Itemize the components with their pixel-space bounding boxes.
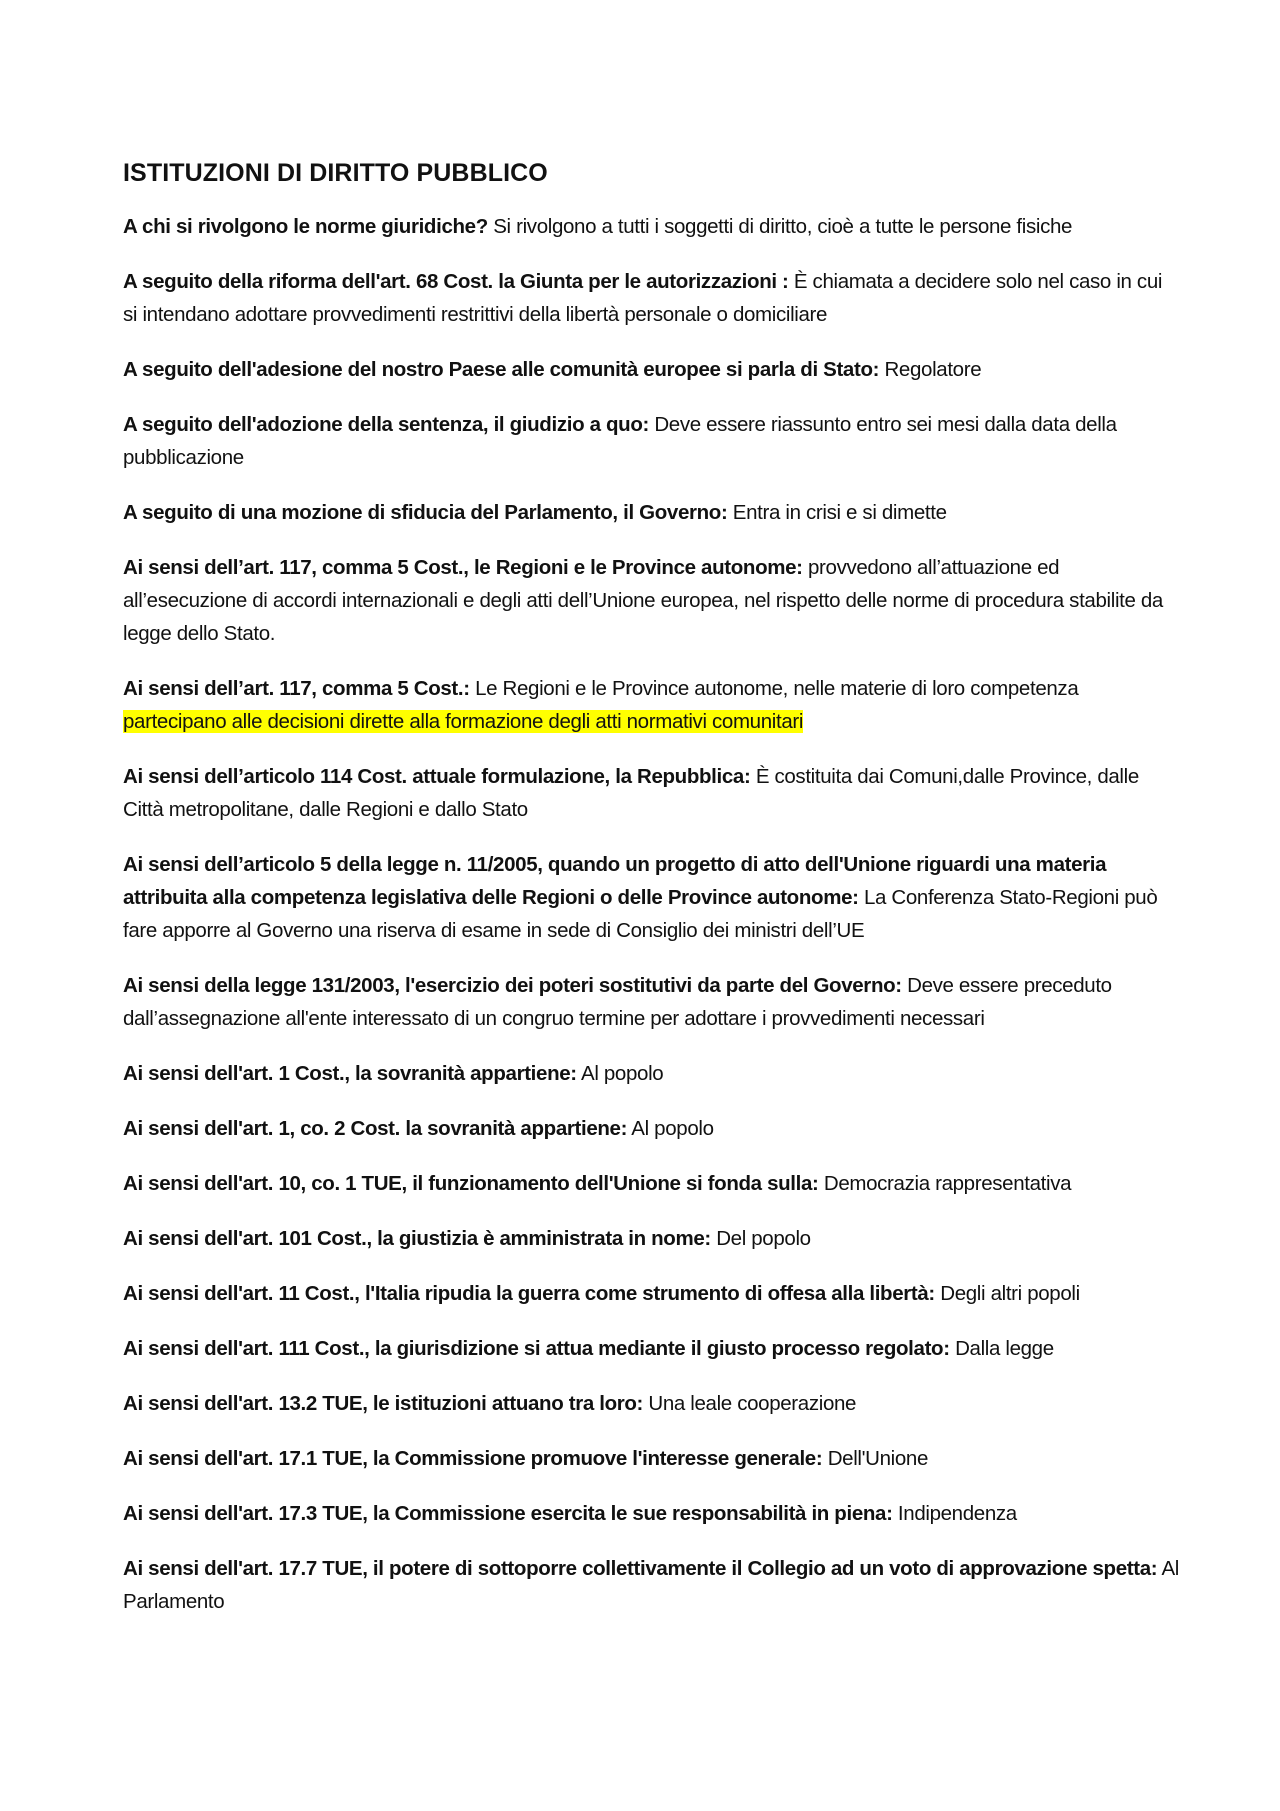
- qa-entry: [123, 210, 1180, 243]
- answer-text: Indipendenza: [892, 1502, 1017, 1525]
- qa-entry: [123, 1112, 1180, 1145]
- answer-text: Deve essere riassunto entro sei mesi dalla data della pubblicazione: [123, 413, 1117, 469]
- answer-text: Democrazia rappresentativa: [818, 1172, 1072, 1195]
- question-text: A seguito della riforma dell'art. 68 Cost. la Giunta per le autorizzazioni :: [123, 270, 789, 293]
- answer-text: Le Regioni e le Province autonome, nelle materie di loro competenza: [469, 677, 1079, 700]
- qa-list: [123, 210, 1180, 1618]
- qa-entry: [123, 551, 1180, 650]
- qa-entry: [123, 1387, 1180, 1420]
- question-text: Ai sensi dell'art. 111 Cost., la giurisdizione si attua mediante il giusto processo regolato:: [123, 1337, 950, 1360]
- qa-entry: [123, 760, 1180, 826]
- document-title: ISTITUZIONI DI DIRITTO PUBBLICO: [123, 159, 548, 187]
- question-text: Ai sensi dell'art. 1, co. 2 Cost. la sovranità appartiene:: [123, 1117, 628, 1140]
- answer-text: È costituita dai Comuni,dalle Province, dalle Città metropolitane, dalle Regioni e dallo Stato: [123, 765, 1139, 821]
- question-text: Ai sensi dell'art. 101 Cost., la giustizia è amministrata in nome:: [123, 1227, 711, 1250]
- question-text: Ai sensi dell’art. 117, comma 5 Cost.:: [123, 677, 470, 700]
- answer-text: Entra in crisi e si dimette: [727, 501, 947, 524]
- question-text: Ai sensi dell'art. 17.1 TUE, la Commissione promuove l'interesse generale:: [123, 1447, 823, 1470]
- qa-entry: [123, 1552, 1180, 1618]
- qa-entry: [123, 1057, 1180, 1090]
- question-text: Ai sensi dell'art. 17.7 TUE, il potere di sottoporre collettivamente il Collegio ad un voto di approvazione spetta:: [123, 1557, 1158, 1580]
- qa-entry: [123, 969, 1180, 1035]
- question-text: Ai sensi dell'art. 13.2 TUE, le istituzioni attuano tra loro:: [123, 1392, 644, 1415]
- qa-entry: [123, 672, 1180, 738]
- qa-entry: [123, 1497, 1180, 1530]
- question-text: Ai sensi della legge 131/2003, l'esercizio dei poteri sostitutivi da parte del Governo:: [123, 974, 902, 997]
- question-text: A seguito dell'adozione della sentenza, il giudizio a quo:: [123, 413, 649, 436]
- question-text: A seguito di una mozione di sfiducia del Parlamento, il Governo:: [123, 501, 728, 524]
- qa-entry: [123, 848, 1180, 947]
- question-text: Ai sensi dell'art. 10, co. 1 TUE, il funzionamento dell'Unione si fonda sulla:: [123, 1172, 819, 1195]
- answer-text: Degli altri popoli: [934, 1282, 1080, 1305]
- answer-text: È chiamata a decidere solo nel caso in cui si intendano adottare provvedimenti restrittivi della libertà personale o domiciliare: [123, 270, 1163, 326]
- question-text: Ai sensi dell’art. 117, comma 5 Cost., le Regioni e le Province autonome:: [123, 556, 803, 579]
- question-text: Ai sensi dell'art. 1 Cost., la sovranità appartiene:: [123, 1062, 577, 1085]
- question-text: Ai sensi dell’articolo 114 Cost. attuale formulazione, la Repubblica:: [123, 765, 751, 788]
- answer-text: Del popolo: [710, 1227, 811, 1250]
- answer-text: Dell'Unione: [822, 1447, 929, 1470]
- highlighted-answer-text: partecipano alle decisioni dirette alla formazione degli atti normativi comunitari: [123, 710, 804, 733]
- question-text: A chi si rivolgono le norme giuridiche?: [123, 215, 488, 238]
- answer-text: Al Parlamento: [123, 1557, 1179, 1613]
- question-text: Ai sensi dell’articolo 5 della legge n. 11/2005, quando un progetto di atto dell'Unione riguardi una materia attribuita alla competenza legislativa delle Regioni o delle Province autonome:: [123, 853, 1107, 909]
- qa-entry: [123, 408, 1180, 474]
- qa-entry: [123, 1442, 1180, 1475]
- qa-entry: [123, 496, 1180, 529]
- qa-entry: [123, 1222, 1180, 1255]
- question-text: A seguito dell'adesione del nostro Paese alle comunità europee si parla di Stato:: [123, 358, 880, 381]
- answer-text: Al popolo: [576, 1062, 664, 1085]
- answer-text: Una leale cooperazione: [643, 1392, 857, 1415]
- answer-text: Dalla legge: [949, 1337, 1054, 1360]
- qa-entry: [123, 265, 1180, 331]
- qa-entry: [123, 1277, 1180, 1310]
- answer-text: Al popolo: [627, 1117, 714, 1140]
- answer-text: Deve essere preceduto dall’assegnazione all'ente interessato di un congruo termine per adottare i provvedimenti necessari: [123, 974, 1112, 1030]
- answer-text: La Conferenza Stato-Regioni può fare apporre al Governo una riserva di esame in sede di Consiglio dei ministri dell’UE: [123, 886, 1158, 942]
- question-text: Ai sensi dell'art. 11 Cost., l'Italia ripudia la guerra come strumento di offesa alla libertà:: [123, 1282, 935, 1305]
- qa-entry: [123, 1167, 1180, 1200]
- answer-text: Si rivolgono a tutti i soggetti di diritto, cioè a tutte le persone fisiche: [487, 215, 1073, 238]
- answer-text: provvedono all’attuazione ed all’esecuzione di accordi internazionali e degli atti dell’Unione europea, nel rispetto delle norme di procedura stabilite da legge dello Stato.: [123, 556, 1163, 645]
- qa-entry: [123, 353, 1180, 386]
- answer-text: Regolatore: [879, 358, 982, 381]
- question-text: Ai sensi dell'art. 17.3 TUE, la Commissione esercita le sue responsabilità in piena:: [123, 1502, 893, 1525]
- qa-entry: [123, 1332, 1180, 1365]
